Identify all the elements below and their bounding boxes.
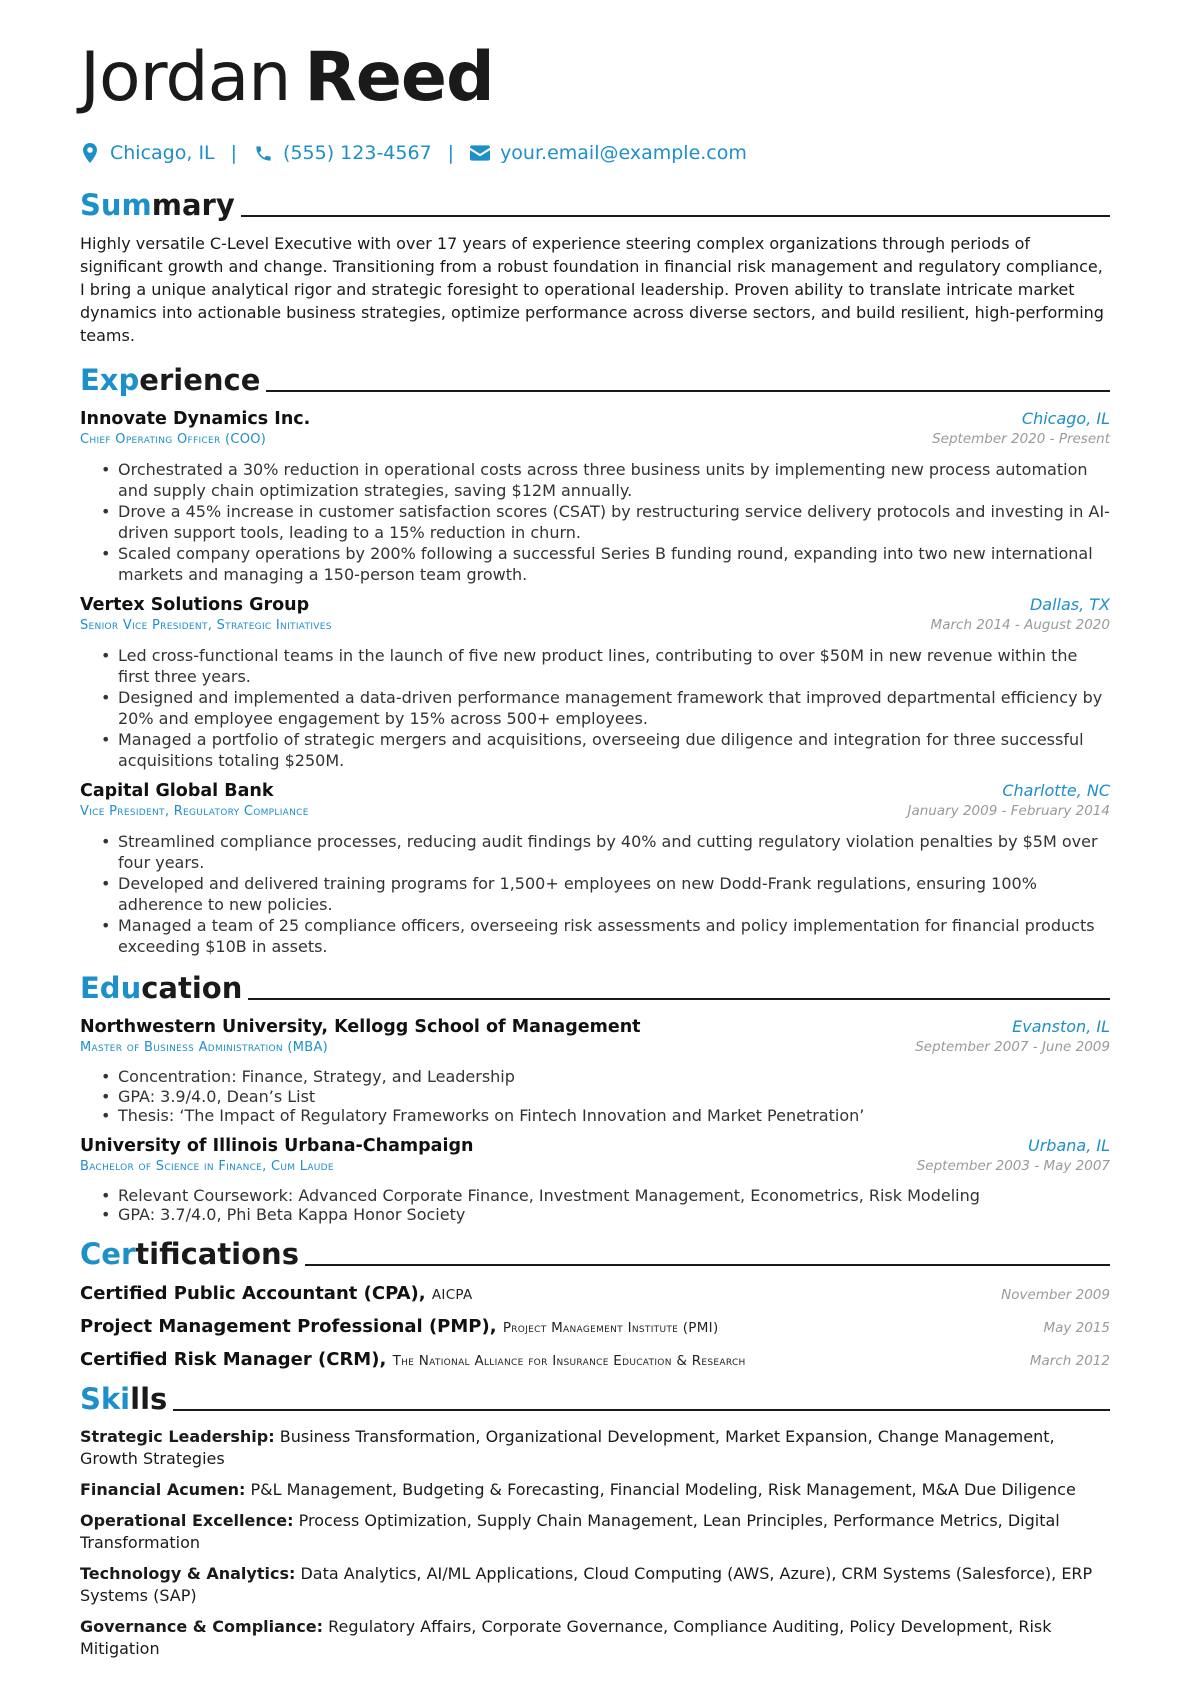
section-title-accent: Exp [80,363,140,397]
skill-items: Business Transformation, Organizational Development, Market Expansion, Change Management, Growth Strategies [80,1426,1055,1468]
section-title-rest: cation [141,971,243,1005]
certification-name: Certified Public Accountant (CPA) [80,1282,419,1304]
contact-location [80,142,215,164]
last-name: Reed [304,38,494,117]
list-item: • Relevant Coursework: Advanced Corporate Finance, Investment Management, Econometrics, Risk Modeling [118,1186,1110,1206]
contact-separator: | [447,142,455,164]
section-title-accent: Edu [80,971,142,1005]
skill-row [80,1616,1110,1660]
certification-issuer: AICPA [431,1286,473,1303]
degree-title: Master of Business Administration (MBA) [80,1040,329,1055]
list-item: • GPA: 3.7/4.0, Phi Beta Kappa Honor Society [118,1205,1110,1225]
experience-entry [80,409,1110,585]
list-item: • Developed and delivered training programs for 1,500+ employees on new Dodd-Frank regulations, ensuring 100% adherence to new policies. [118,873,1110,915]
section-title [80,1237,299,1271]
entry-location: Charlotte, NC [1002,781,1110,800]
certification-name: Certified Risk Manager (CRM) [80,1348,380,1370]
bullet-list [80,459,1110,585]
entry-location: Urbana, IL [1028,1135,1110,1155]
section-rule [266,390,1110,392]
location-text: Chicago, IL [110,142,215,164]
section-title-accent: Ski [80,1381,131,1416]
summary-text: Highly versatile C-Level Executive with over 17 years of experience steering complex organizations through periods of significant growth and change. Transitioning from a robust foundation in financial risk management and regulatory compliance, I bring a unique analytical rigor and strategic foresight to operational leadership. Proven ability to translate intricate market dynamics into actionable business strategies, optimize performance across diverse sectors, and build resilient, high-performing teams. [80,234,1104,345]
contact-separator: | [230,142,238,164]
section-rule [173,1409,1110,1411]
phone-icon [253,142,273,164]
entry-location: Evanston, IL [1012,1017,1110,1036]
certification-item: Project Management Professional (PMP), Project Management Institute (PMI) May 2015 [80,1315,1110,1337]
section-title-rest: tifications [135,1236,299,1271]
company-name: Innovate Dynamics Inc. [80,409,311,429]
degree-title: Bachelor of Science in Finance, Cum Laude [80,1158,334,1174]
skill-row [80,1479,1110,1501]
skill-category: Governance & Compliance: [80,1616,324,1636]
education-entry [80,1136,1110,1225]
section-rule [305,1264,1110,1266]
certification-date: May 2015 [1043,1319,1110,1336]
skills-heading [80,1376,1110,1416]
section-title-rest: erience [139,363,261,397]
skill-category: Technology & Analytics: [80,1563,296,1583]
list-item: • Managed a portfolio of strategic mergers and acquisitions, overseeing due diligence and integration for three successful acquisitions totaling $250M. [118,729,1110,771]
contact-line [80,140,1110,166]
candidate-name [80,38,1110,118]
summary-heading [80,182,1110,222]
first-name: Jordan [80,38,291,117]
certification-item: Certified Public Accountant (CPA), AICPA November 2009 [80,1282,1110,1304]
school-name: University of Illinois Urbana-Champaign [80,1135,474,1156]
section-title [80,1382,167,1416]
entry-dates: September 2020 - Present [932,431,1110,447]
section-title-rest: mary [151,188,235,222]
skill-row [80,1510,1110,1554]
entry-dates: September 2007 - June 2009 [915,1039,1110,1055]
list-item: • Drove a 45% increase in customer satisfaction scores (CSAT) by restructuring service delivery protocols and investing in AI-driven support tools, leading to a 15% reduction in churn. [118,501,1110,543]
certification-item: Certified Risk Manager (CRM), The National Alliance for Insurance Education & Research March 2012 [80,1348,1110,1370]
skill-items: Data Analytics, AI/ML Applications, Cloud Computing (AWS, Azure), CRM Systems (Salesforce), ERP Systems (SAP) [80,1563,1093,1605]
experience-heading [80,357,1110,397]
certifications-heading [80,1231,1110,1271]
bullet-list [80,1067,1110,1126]
section-title-rest: lls [130,1381,168,1416]
education-heading [80,965,1110,1005]
company-name: Vertex Solutions Group [80,595,310,615]
contact-email[interactable] [470,142,747,164]
list-item: • GPA: 3.9/4.0, Dean’s List [118,1087,1110,1107]
map-pin-icon [80,142,100,164]
list-item: • Led cross-functional teams in the launch of five new product lines, contributing to over $50M in new revenue within the first three years. [118,645,1110,687]
list-item: • Scaled company operations by 200% following a successful Series B funding round, expanding into two new international markets and managing a 150-person team growth. [118,543,1110,585]
list-item: • Thesis: ‘The Impact of Regulatory Frameworks on Fintech Innovation and Market Penetration’ [118,1106,1110,1126]
email-link[interactable]: your.email@example.com [500,142,747,164]
education-entry [80,1017,1110,1126]
bullet-list [80,831,1110,957]
company-name: Capital Global Bank [80,781,274,801]
skill-category: Operational Excellence: [80,1510,294,1530]
entry-dates: January 2009 - February 2014 [907,803,1110,819]
bullet-list [80,645,1110,771]
list-item: • Managed a team of 25 compliance officers, overseeing risk assessments and policy implementation for financial products exceeding $10B in assets. [118,915,1110,957]
job-title: Vice President, Regulatory Compliance [80,804,309,819]
contact-phone[interactable] [253,142,432,164]
section-rule [248,998,1110,1000]
entry-location: Chicago, IL [1021,409,1110,428]
certification-date: March 2012 [1029,1352,1110,1369]
list-item: • Designed and implemented a data-driven performance management framework that improved departmental efficiency by 20% and employee engagement by 15% across 500+ employees. [118,687,1110,729]
entry-location: Dallas, TX [1029,595,1110,614]
list-item: • Orchestrated a 30% reduction in operational costs across three business units by implementing new process automation and supply chain optimization strategies, saving $12M annually. [118,459,1110,501]
skill-items: Regulatory Affairs, Corporate Governance, Compliance Auditing, Policy Development, Risk Mitigation [80,1616,1052,1658]
skill-items: P&L Management, Budgeting & Forecasting, Financial Modeling, Risk Management, M&A Due Diligence [250,1479,1076,1499]
certification-issuer: Project Management Institute (PMI) [502,1319,719,1336]
school-name: Northwestern University, Kellogg School of Management [80,1017,641,1037]
certification-date: November 2009 [1001,1286,1110,1303]
section-title [80,971,242,1005]
skill-row [80,1426,1110,1470]
section-rule [241,215,1110,217]
skill-category: Financial Acumen: [80,1479,246,1499]
certification-issuer: The National Alliance for Insurance Education & Research [392,1352,746,1369]
experience-entry [80,781,1110,957]
list-item: • Concentration: Finance, Strategy, and Leadership [118,1067,1110,1087]
job-title: Senior Vice President, Strategic Initiatives [80,618,332,633]
section-title [80,188,235,222]
skill-items: Process Optimization, Supply Chain Management, Lean Principles, Performance Metrics, Digital Transformation [80,1510,1060,1552]
list-item: • Streamlined compliance processes, reducing audit findings by 40% and cutting regulatory violation penalties by $5M over four years. [118,831,1110,873]
entry-dates: March 2014 - August 2020 [930,617,1110,633]
certification-name: Project Management Professional (PMP) [80,1315,490,1337]
experience-entry [80,595,1110,771]
bullet-list [80,1186,1110,1225]
section-title-accent: Sum [80,188,152,222]
job-title: Chief Operating Officer (COO) [80,432,267,447]
phone-text[interactable]: (555) 123-4567 [283,142,432,164]
skill-row [80,1563,1110,1607]
section-title-accent: Cer [80,1236,136,1271]
skill-category: Strategic Leadership: [80,1426,275,1446]
envelope-icon [470,142,490,164]
entry-dates: September 2003 - May 2007 [916,1157,1110,1174]
section-title [80,363,260,397]
